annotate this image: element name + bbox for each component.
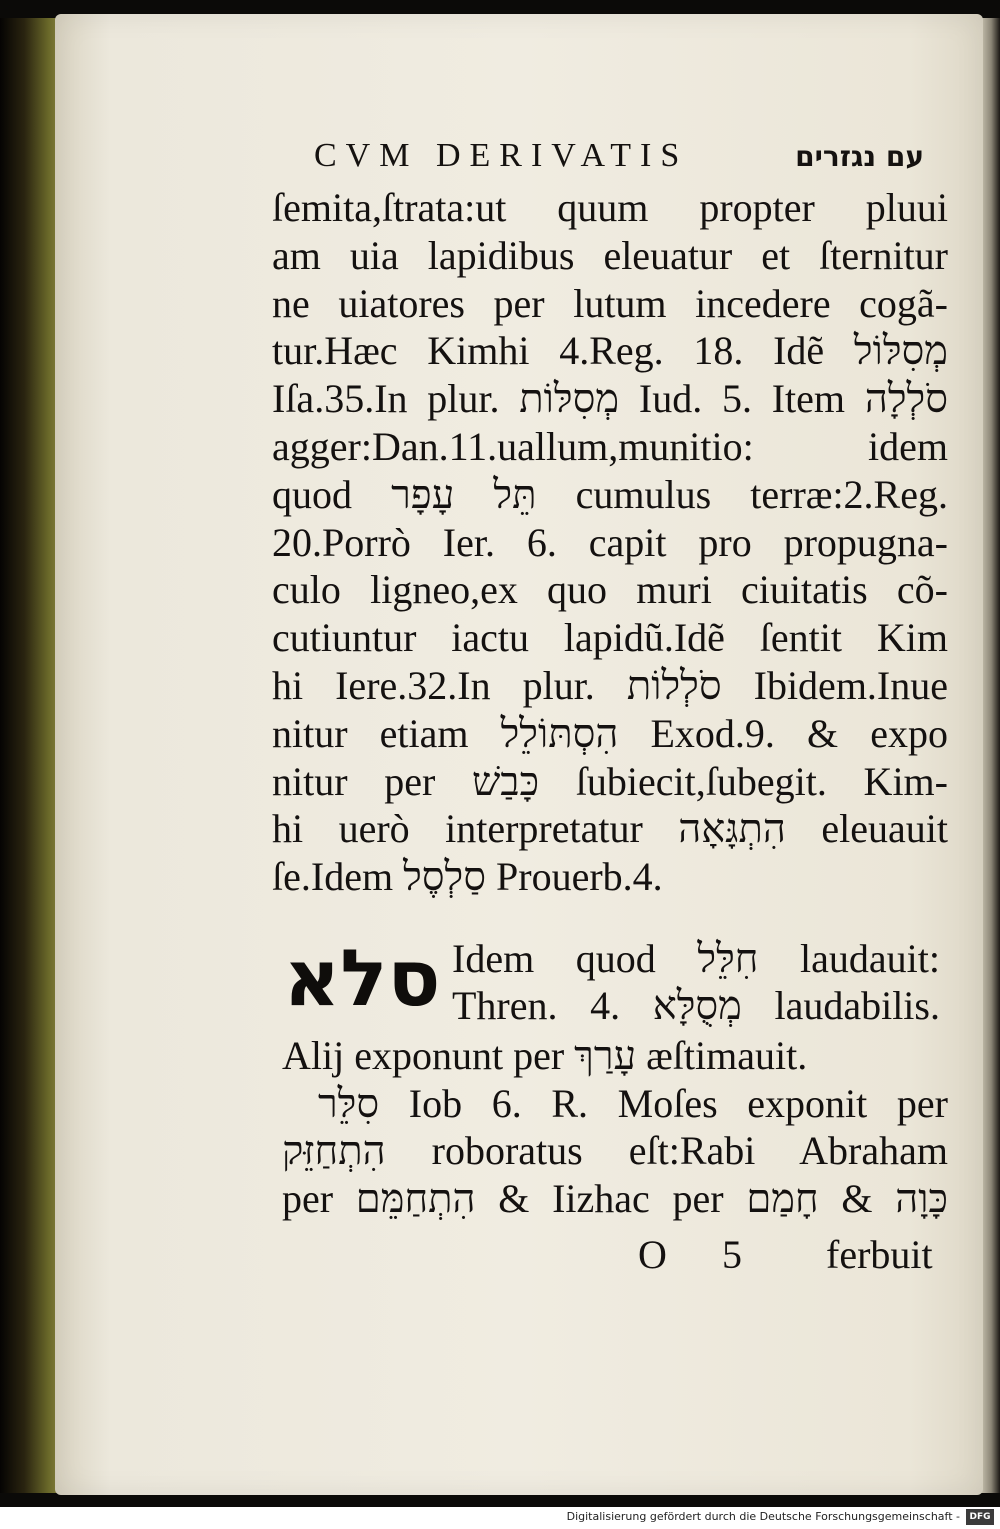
text-line: Idem quod חִלֵּל laudauit: xyxy=(452,936,940,981)
text-line: quod תֵּל עָפָר cumulus terræ:2.Reg. xyxy=(272,471,948,517)
footer-credit: Digitalisierung gefördert durch die Deutsche Forschungsgemeinschaft - xyxy=(566,1510,960,1523)
body-text-continued xyxy=(282,1032,948,1222)
text-line: am uia lapidibus eleuatur et ſternitur xyxy=(272,232,948,278)
running-head xyxy=(314,138,924,174)
signature-number: 5 xyxy=(722,1232,742,1277)
text-line: Alij exponunt per עָרַךְ æſtimauit. xyxy=(282,1033,808,1078)
text-line: per הִתְחַמֵּם & Iizhac per כָּוָה & חָמַם xyxy=(282,1175,948,1221)
signature-mark: O xyxy=(638,1232,667,1277)
text-line: tur.Hæc Kimhi 4.Reg. 18. Idẽ מְסִלּוֹל xyxy=(272,328,948,374)
text-line: nitur per כָּבַשׁ ſubiecit,ſubegit. Kim- xyxy=(272,758,948,804)
text-line: Thren. 4. מְסֻלָּא laudabilis. xyxy=(452,983,940,1028)
footer-bar xyxy=(0,1507,1000,1529)
running-head-latin: CVM DERIVATIS xyxy=(314,137,689,174)
dfg-logo: DFG xyxy=(966,1509,994,1525)
text-line: hi uerò interpretatur הִתְגָּאָה eleuauit xyxy=(272,806,948,852)
text-line: הִתְחַזֵּק roboratus eſt:Rabi Abraham xyxy=(282,1128,948,1173)
body-text xyxy=(272,184,948,901)
text-line: ſe.Idem סַלְסֶל Prouerb.4. xyxy=(272,854,663,900)
text-line: ſemita,ſtrata:ut quum propter pluui xyxy=(272,185,948,230)
text-line: 20.Porrò Ier. 6. capit pro propugna- xyxy=(272,519,948,565)
text-line: cutiuntur iactu lapidũ.Idẽ ſentit Kim xyxy=(272,615,948,661)
signature-line xyxy=(282,1231,948,1281)
entry-definition xyxy=(452,935,940,1029)
running-head-hebrew: עם נגזרים xyxy=(795,139,924,173)
text-line: Iſa.35.In plur. מְסִלּוֹת Iud. 5. Item סֹלְלָה xyxy=(272,376,948,422)
dictionary-entry xyxy=(282,935,942,1035)
catchword: ferbuit xyxy=(826,1232,933,1277)
text-line: nitur etiam הִסְתּוֹלֵל Exod.9. & expo xyxy=(272,710,948,756)
text-line: ne uiatores per lutum incedere cogã- xyxy=(272,280,948,326)
entry-headword: סלא xyxy=(283,934,441,1024)
text-line: culo ligneo,ex quo muri ciuitatis cõ- xyxy=(272,567,948,613)
text-line: hi Iere.32.In plur. סֹלְלוֹת Ibidem.Inue xyxy=(272,662,948,708)
text-line: סִלֵּר Iob 6. R. Moſes exponit per xyxy=(318,1080,948,1126)
text-line: agger:Dan.11.uallum,munitio: idem xyxy=(272,423,948,469)
